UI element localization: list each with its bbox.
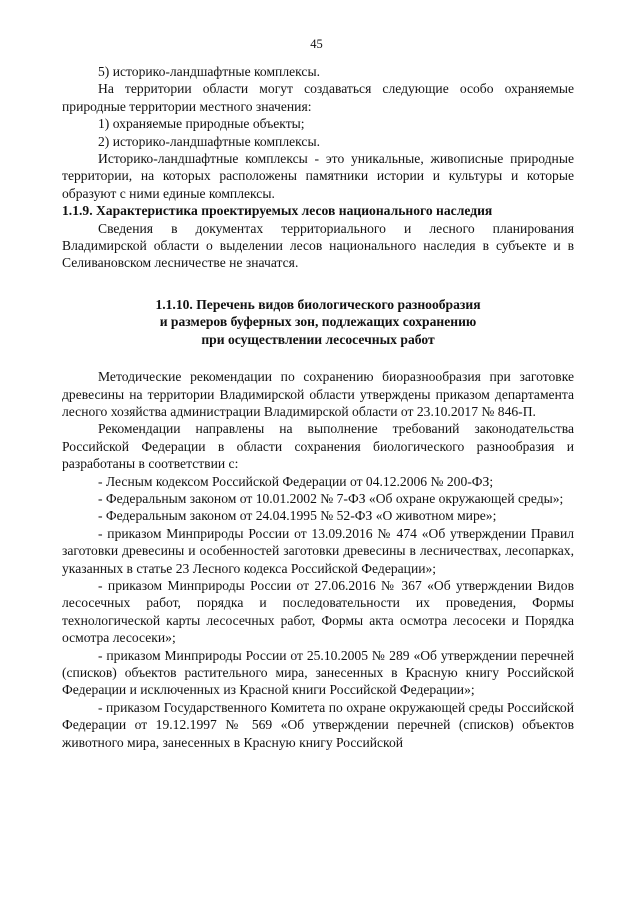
section-heading-line: 1.1.10. Перечень видов биологического разнообразия <box>155 296 481 312</box>
paragraph: Историко-ландшафтные комплексы - это уникальные, живописные природные территории, на которых расположены памятники истории и культуры и которые образуют с ними единые комплексы. <box>62 151 574 201</box>
list-item: - Федеральным законом от 24.04.1995 № 52-ФЗ «О животном мире»; <box>98 508 497 524</box>
paragraph: 1) охраняемые природные объекты; <box>98 116 305 132</box>
list-item: - приказом Минприроды России от 27.06.2016 № 367 «Об утверждении Видов лесосечных работ, порядка и последовательности их проведения, Формы технологической карты лесосечных работ, Формы акта осмотра лесосеки и Порядка осмотра лесосеки»; <box>62 577 574 646</box>
list-item: - приказом Государственного Комитета по охране окружающей среды Российской Федерации от 19.12.1997 № 569 «Об утверждении перечней (списков) объектов животного мира, занесенных в Красную книгу Российской <box>62 699 574 750</box>
list-item: - Федеральным законом от 10.01.2002 № 7-ФЗ «Об охране окружающей среды»; <box>98 490 564 506</box>
section-heading-line: при осуществлении лесосечных работ <box>201 331 435 347</box>
list-item: - приказом Минприроды России от 25.10.2005 № 289 «Об утверждении перечней (списков) объектов растительного мира, занесенных в Красную книгу Российской Федерации и исключенных из Красной книги Российской Федерации»; <box>62 647 574 698</box>
paragraph: Методические рекомендации по сохранению биоразнообразия при заготовке древесины на территории Владимирской области утверждены приказом департамента лесного хозяйства администрации Владимирской области от 23.10.2017 № 846-П. <box>62 369 574 419</box>
paragraph: На территории области могут создаваться следующие особо охраняемые природные территории местного значения: <box>62 81 574 114</box>
paragraph: 2) историко-ландшафтные комплексы. <box>98 133 320 149</box>
page-number: 45 <box>310 37 323 51</box>
list-item: - приказом Минприроды России от 13.09.2016 № 474 «Об утверждении Правил заготовки древесины и особенностей заготовки древесины в лесничествах, лесопарках, указанных в статье 23 Лесного кодекса Российской Федерации»; <box>62 525 574 576</box>
paragraph: Рекомендации направлены на выполнение требований законодательства Российской Федерации в области сохранения биологического разнообразия и разработаны в соответствии с: <box>62 421 574 472</box>
document-body <box>62 63 574 751</box>
paragraph: 5) историко-ландшафтные комплексы. <box>98 64 320 79</box>
section-heading-1-1-9: 1.1.9. Характеристика проектируемых лесов национального наследия <box>62 203 493 219</box>
section-heading-1-1-10 <box>62 296 574 348</box>
paragraph: Сведения в документах территориального и лесного планирования Владимирской области о выделении лесов национального наследия в субъекте и в Селивановском лесничестве не значатся. <box>62 220 574 271</box>
section-heading-line: и размеров буферных зон, подлежащих сохранению <box>159 314 477 330</box>
list-item: - Лесным кодексом Российской Федерации от 04.12.2006 № 200-ФЗ; <box>98 473 494 489</box>
